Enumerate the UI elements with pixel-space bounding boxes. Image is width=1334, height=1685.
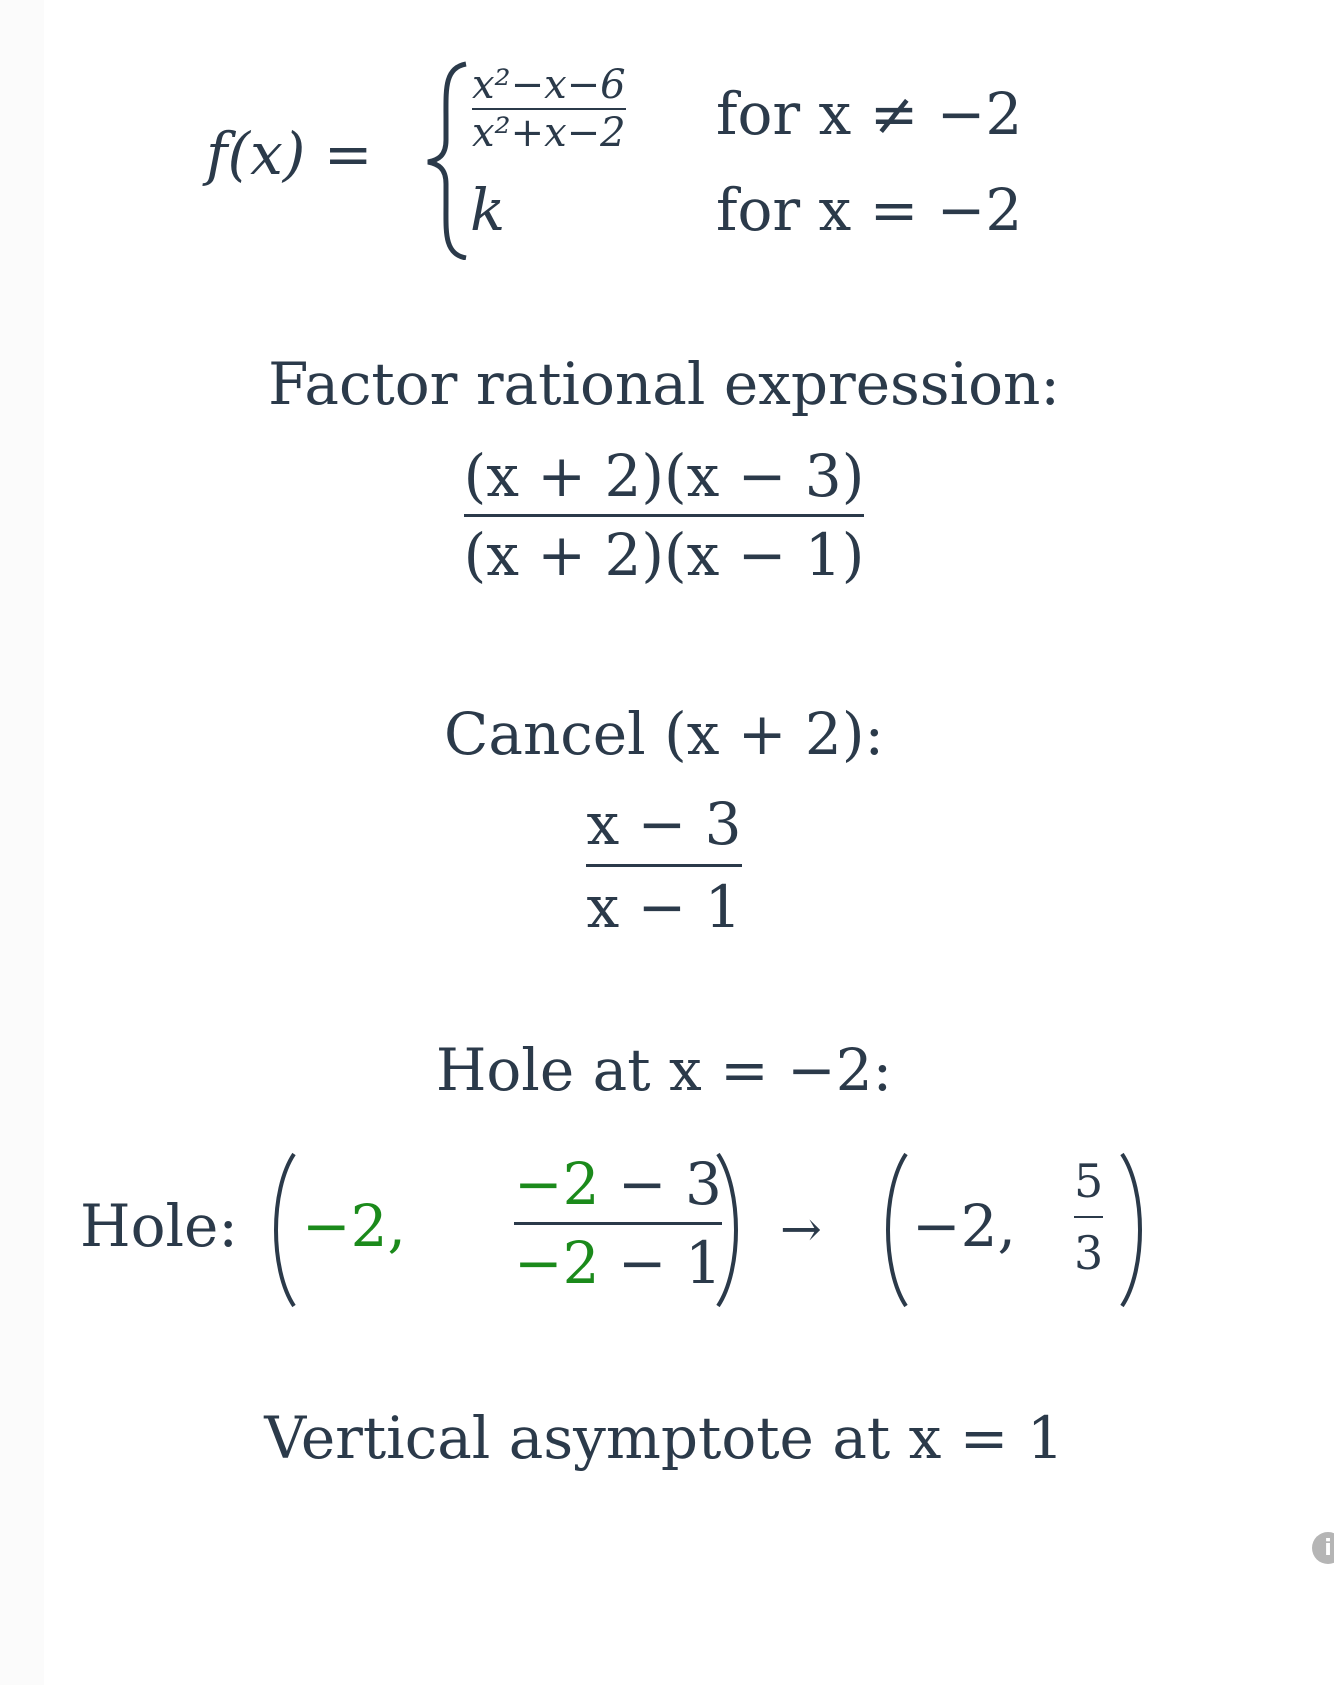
result-y-fraction — [1074, 1154, 1103, 1280]
arrow-icon: → — [780, 1200, 822, 1258]
simplified-fraction — [586, 790, 741, 941]
hole-x-value: −2, — [302, 1192, 406, 1260]
left-brace — [422, 60, 472, 260]
hole-y-numerator: −2 − 3 — [514, 1150, 722, 1218]
hole-y-fraction — [514, 1150, 722, 1297]
result-right-paren — [1116, 1150, 1156, 1310]
function-lhs: f(x) = — [206, 120, 373, 188]
factor-heading: Factor rational expression: — [268, 350, 1060, 418]
result-denominator: 3 — [1074, 1226, 1104, 1280]
factored-fraction — [464, 442, 865, 589]
cancel-heading: Cancel (x + 2): — [444, 700, 884, 768]
factored-numerator: (x + 2)(x − 3) — [463, 442, 865, 510]
result-x-value: −2, — [912, 1192, 1016, 1260]
hole-heading: Hole at x = −2: — [435, 1036, 893, 1104]
hole-y-denominator: −2 − 1 — [514, 1229, 722, 1297]
result-left-paren — [872, 1150, 912, 1310]
left-paren — [260, 1150, 300, 1310]
info-icon[interactable]: i — [1312, 1532, 1334, 1564]
solution-panel — [44, 0, 1334, 1685]
simplified-denominator: x − 1 — [586, 873, 742, 941]
case2-value: k — [470, 176, 506, 244]
factored-denominator: (x + 2)(x − 1) — [463, 521, 865, 589]
case1-numerator: x²−x−6 — [472, 62, 626, 108]
case1-denominator: x²+x−2 — [472, 110, 626, 156]
simplified-numerator: x − 3 — [586, 790, 742, 858]
case1-fraction — [472, 62, 626, 156]
hole-label: Hole: — [80, 1192, 238, 1260]
case2-condition: for x = −2 — [716, 176, 1023, 244]
asymptote-statement: Vertical asymptote at x = 1 — [264, 1404, 1064, 1472]
case1-condition: for x ≠ −2 — [716, 80, 1023, 148]
right-paren — [712, 1150, 752, 1310]
result-numerator: 5 — [1074, 1154, 1104, 1208]
